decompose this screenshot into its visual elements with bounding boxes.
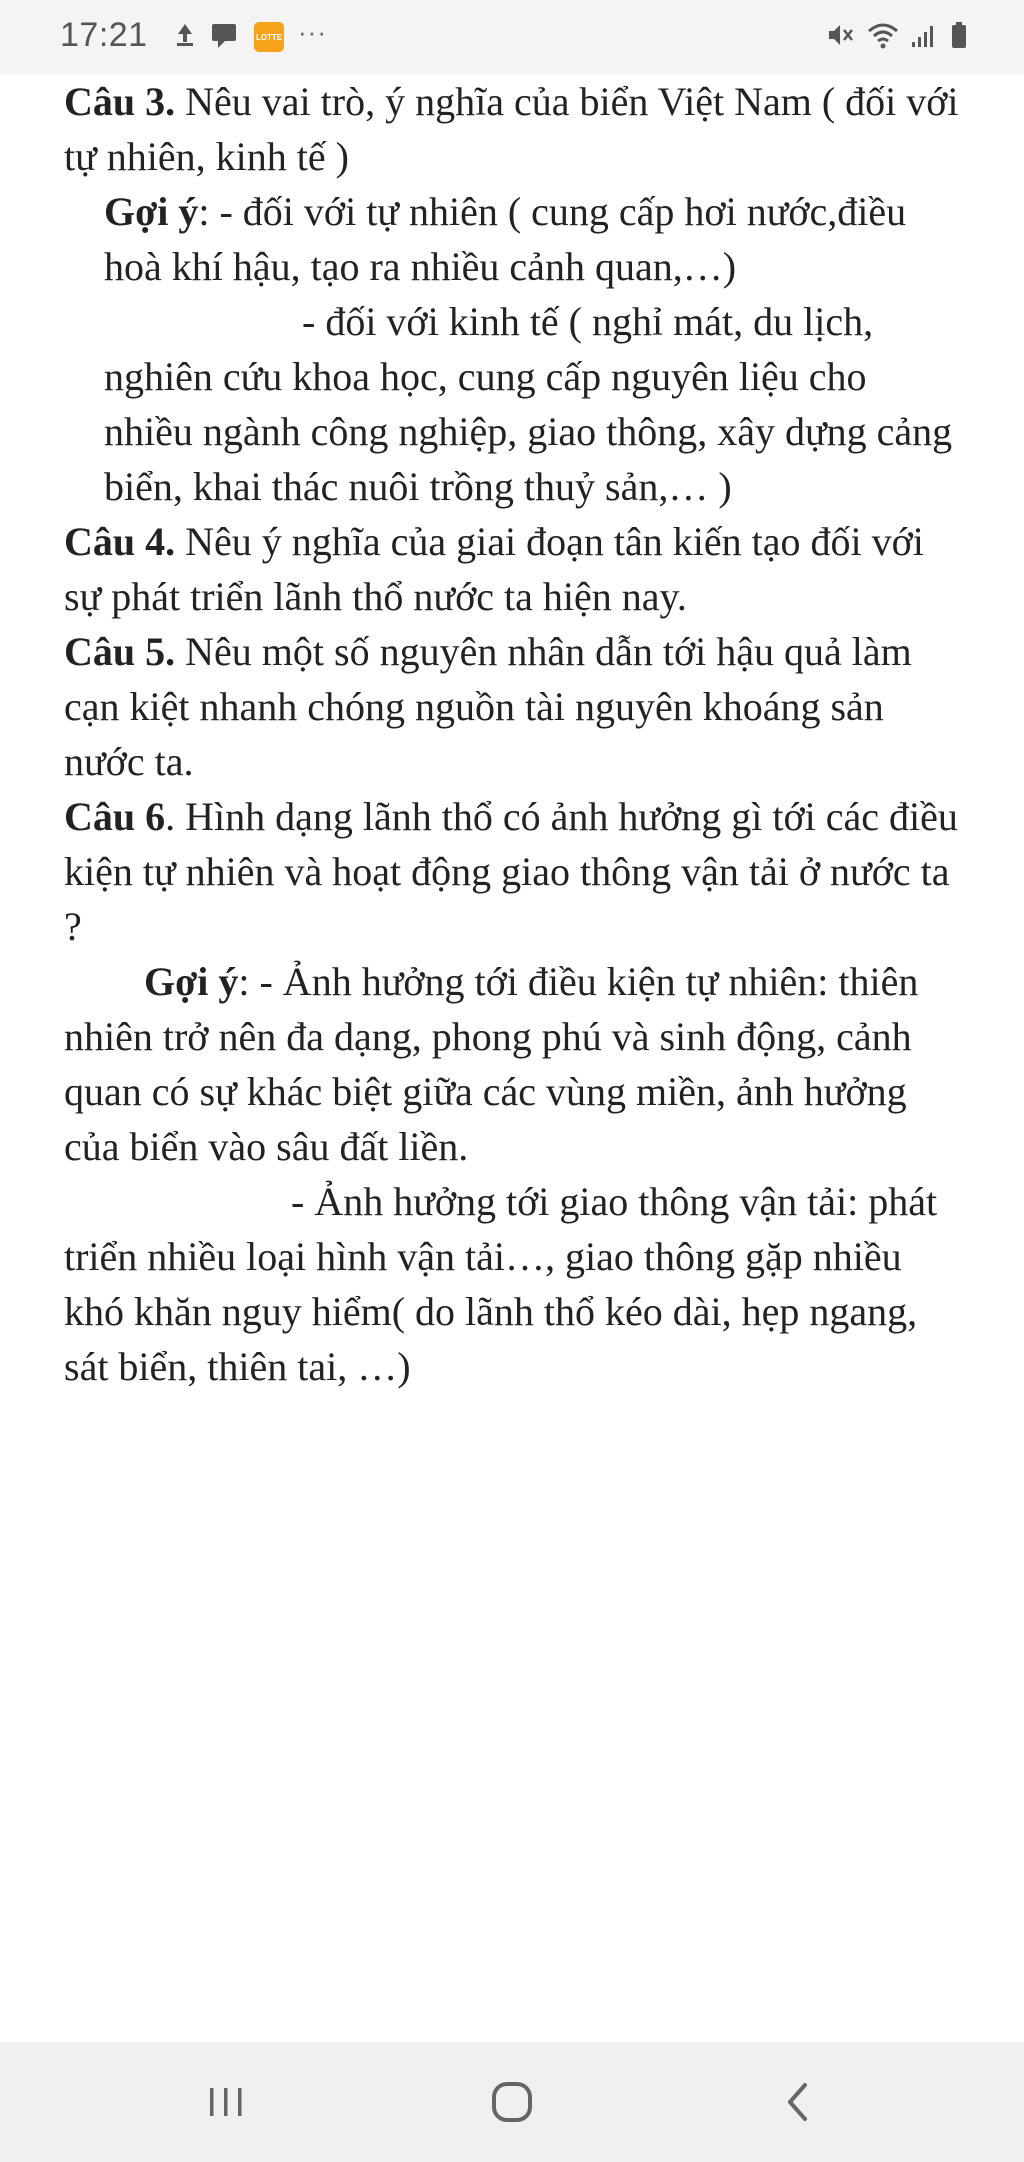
wifi-icon [866, 20, 900, 55]
question-6-hint-text-1: : - Ảnh hưởng tới điều kiện tự nhiên: thiên nhiên trở nên đa dạng, phong phú và sinh động, cảnh quan có sự khác biệt giữa các vùng miền, ảnh hưởng của biển vào sâu đất liền. [64, 959, 919, 1169]
question-3-hint-text-1: : - đối với tự nhiên ( cung cấp hơi nước,điều hoà khí hậu, tạo ra nhiều cảnh quan,…) [104, 189, 907, 289]
app-icon [254, 22, 284, 52]
signal-icon [910, 20, 940, 55]
question-6-hint-nature [64, 954, 964, 1174]
question-3-hint-economy: - đối với kinh tế ( nghỉ mát, du lịch, nghiên cứu khoa học, cung cấp nguyên liệu cho nhiều ngành công nghiệp, giao thông, xây dựng cảng biển, khai thác nuôi trồng thuỷ sản,… ) [104, 299, 953, 509]
message-icon [210, 21, 240, 54]
question-6 [64, 789, 964, 954]
status-bar [0, 0, 1024, 74]
question-3 [64, 74, 964, 184]
battery-icon [950, 20, 968, 55]
upload-icon [174, 22, 196, 53]
question-5-label: Câu 5. [64, 629, 176, 674]
question-4-label: Câu 4. [64, 519, 176, 564]
question-6-hint-transport: - Ảnh hưởng tới giao thông vận tải: phát triển nhiều loại hình vận tải…, giao thông gặp nhiều khó khăn nguy hiểm( do lãnh thổ kéo dài, hẹp ngang, sát biển, thiên tai, …) [64, 1179, 938, 1389]
question-5 [64, 624, 964, 789]
question-3-text: Nêu vai trò, ý nghĩa của biển Việt Nam ( đối với tự nhiên, kinh tế ) [64, 79, 959, 179]
question-6-text: . Hình dạng lãnh thổ có ảnh hưởng gì tới các điều kiện tự nhiên và hoạt động giao thông vận tải ở nước ta ? [64, 794, 958, 949]
app-badge-text: LOTTE [255, 32, 283, 42]
question-3-hint-label: Gợi ý [104, 189, 199, 234]
question-6-label: Câu 6 [64, 794, 166, 839]
document-content [64, 74, 964, 1394]
question-4 [64, 514, 964, 624]
question-3-label: Câu 3. [64, 79, 176, 124]
recent-apps-button[interactable] [196, 2072, 256, 2132]
back-button[interactable] [768, 2072, 828, 2132]
system-icons [826, 20, 968, 54]
more-notifications-icon: ··· [298, 17, 327, 47]
question-6-hint-label: Gợi ý [144, 959, 239, 1004]
question-3-hint-nature [64, 184, 964, 294]
notification-icons [174, 17, 327, 52]
question-4-text: Nêu ý nghĩa của giai đoạn tân kiến tạo đối với sự phát triển lãnh thổ nước ta hiện nay. [64, 519, 924, 619]
home-button[interactable] [482, 2072, 542, 2132]
back-icon [778, 2079, 818, 2125]
question-5-text: Nêu một số nguyên nhân dẫn tới hậu quả làm cạn kiệt nhanh chóng nguồn tài nguyên khoáng sản nước ta. [64, 629, 912, 784]
home-icon [487, 2077, 537, 2127]
status-time: 17:21 [60, 16, 148, 54]
navigation-bar [0, 2042, 1024, 2162]
mute-icon [826, 20, 856, 55]
recent-apps-icon [204, 2082, 248, 2122]
